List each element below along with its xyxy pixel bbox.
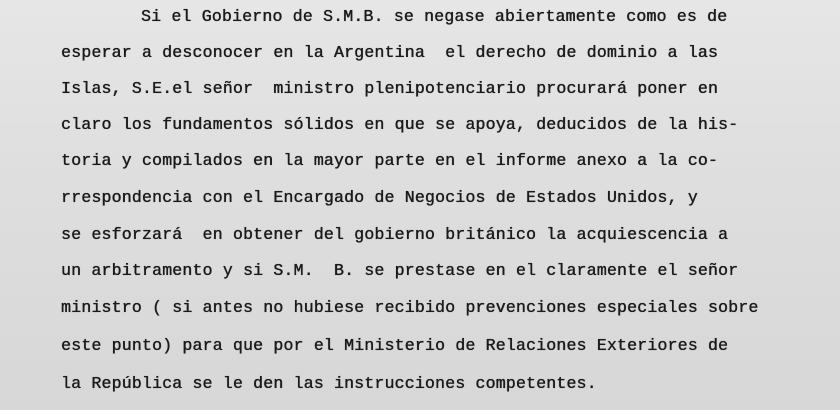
text-line-1: Si el Gobierno de S.M.B. se negase abiertamente como es de [141,7,728,26]
text-line-6: rrespondencia con el Encargado de Negocios de Estados Unidos, y [61,188,698,207]
text-line-2: esperar a desconocer en la Argentina el derecho de dominio a las [61,43,719,62]
text-line-9: ministro ( si antes no hubiese recibido prevenciones especiales sobre [61,298,759,317]
text-line-11: la República se le den las instrucciones competentes. [61,374,597,393]
text-line-8: un arbitramento y si S.M. B. se prestase en el claramente el señor [61,261,739,280]
text-line-4: claro los fundamentos sólidos en que se apoya, deducidos de la his- [61,115,739,134]
text-line-7: se esforzará en obtener del gobierno británico la acquiescencia a [61,225,729,244]
text-line-3: Islas, S.E.el señor ministro plenipotenciario procurará poner en [61,79,719,98]
text-line-5: toria y compilados en la mayor parte en el informe anexo a la co- [61,151,719,170]
text-line-10: este punto) para que por el Ministerio de Relaciones Exteriores de [61,336,729,355]
